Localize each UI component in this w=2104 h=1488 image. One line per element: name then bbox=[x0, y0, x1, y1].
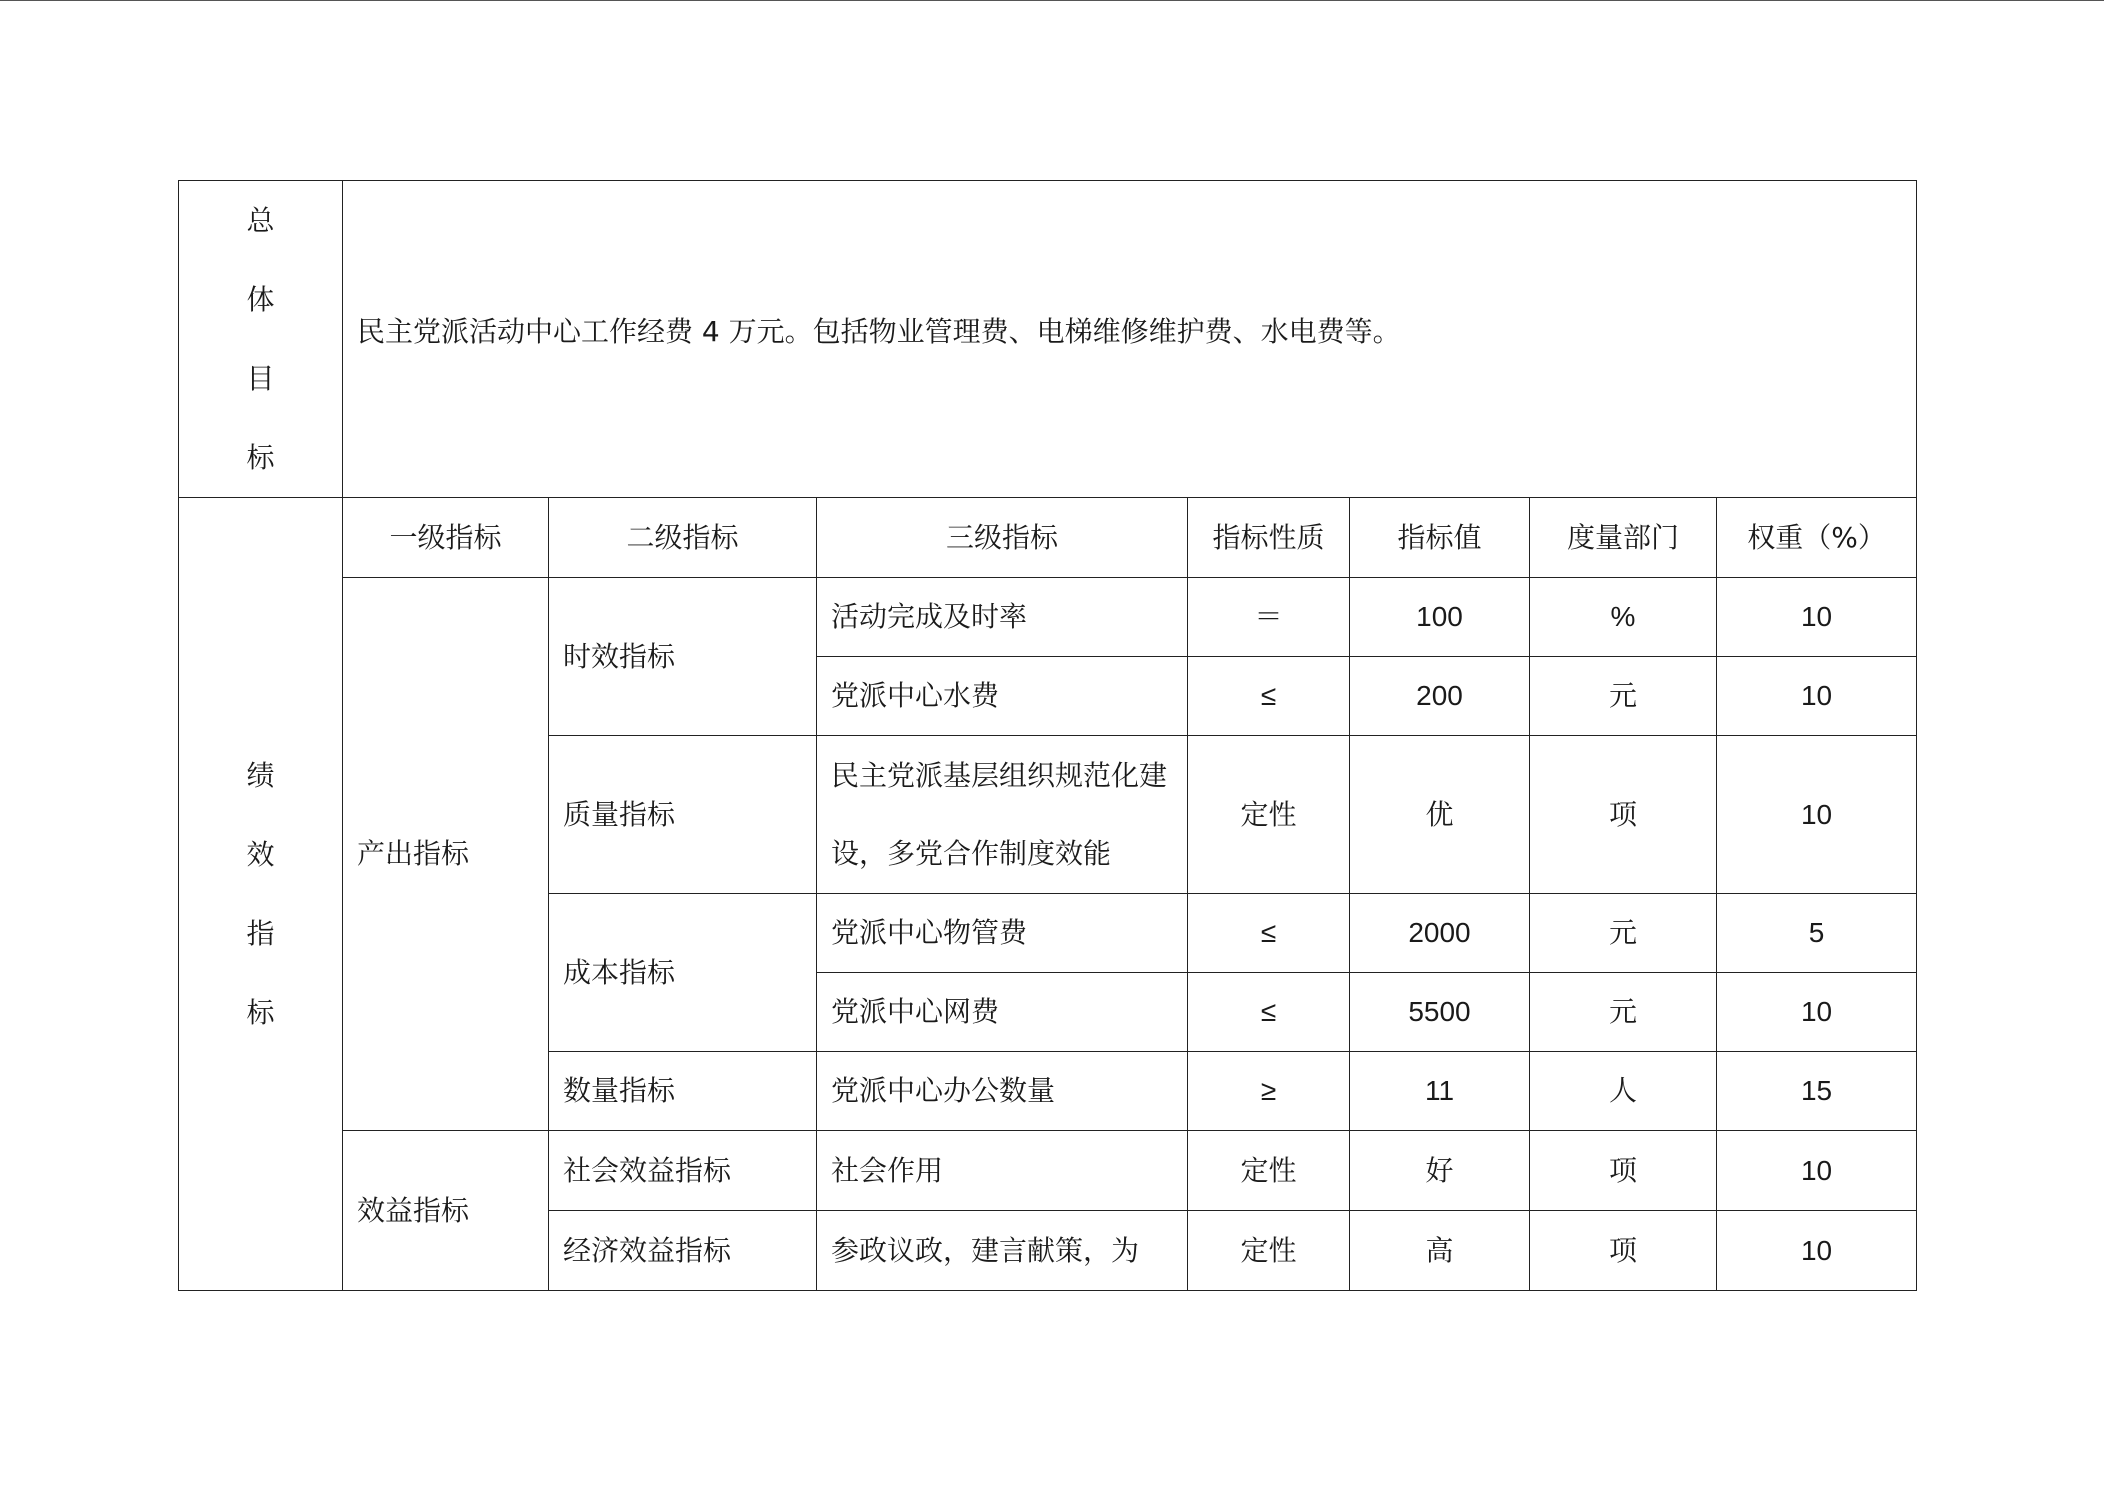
nature-cell: ≤ bbox=[1188, 657, 1350, 736]
unit-cell: 项 bbox=[1530, 1211, 1717, 1291]
performance-target-sheet bbox=[178, 180, 1916, 1287]
label-char: 标 bbox=[246, 441, 275, 474]
value-cell: 100 bbox=[1350, 578, 1530, 657]
value-cell: 5500 bbox=[1350, 973, 1530, 1052]
level2-economic: 经济效益指标 bbox=[549, 1211, 817, 1291]
label-char: 总 bbox=[246, 204, 275, 237]
level3-cell: 党派中心水费 bbox=[817, 657, 1188, 736]
value-cell: 2000 bbox=[1350, 894, 1530, 973]
unit-cell: 项 bbox=[1530, 736, 1717, 894]
level2-social: 社会效益指标 bbox=[549, 1131, 817, 1211]
table-row bbox=[179, 1131, 1917, 1211]
level2-cost: 成本指标 bbox=[549, 894, 817, 1052]
label-char: 标 bbox=[246, 996, 275, 1029]
overall-goal-text: 民主党派活动中心工作经费 4 万元。包括物业管理费、电梯维修维护费、水电费等。 bbox=[343, 181, 1917, 498]
level3-cell: 党派中心办公数量 bbox=[817, 1052, 1188, 1131]
overall-goal-label bbox=[179, 181, 343, 498]
level1-output: 产出指标 bbox=[343, 578, 549, 1131]
level3-cell: 党派中心网费 bbox=[817, 973, 1188, 1052]
header-value: 指标值 bbox=[1350, 498, 1530, 578]
unit-cell: 元 bbox=[1530, 894, 1717, 973]
performance-label bbox=[179, 498, 343, 1291]
weight-cell: 10 bbox=[1717, 578, 1917, 657]
level3-cell: 党派中心物管费 bbox=[817, 894, 1188, 973]
overall-goal-row bbox=[179, 181, 1917, 498]
unit-cell: 元 bbox=[1530, 973, 1717, 1052]
unit-cell: % bbox=[1530, 578, 1717, 657]
value-cell: 11 bbox=[1350, 1052, 1530, 1131]
header-level3: 三级指标 bbox=[817, 498, 1188, 578]
level2-quality: 质量指标 bbox=[549, 736, 817, 894]
label-char: 指 bbox=[246, 917, 275, 950]
performance-table bbox=[178, 180, 1917, 1291]
nature-cell: ≤ bbox=[1188, 973, 1350, 1052]
weight-cell: 10 bbox=[1717, 1211, 1917, 1291]
nature-cell: 定性 bbox=[1188, 1211, 1350, 1291]
label-char: 目 bbox=[246, 362, 275, 395]
unit-cell: 人 bbox=[1530, 1052, 1717, 1131]
header-row bbox=[179, 498, 1917, 578]
weight-cell: 5 bbox=[1717, 894, 1917, 973]
header-unit: 度量部门 bbox=[1530, 498, 1717, 578]
label-char: 效 bbox=[246, 838, 275, 871]
value-cell: 200 bbox=[1350, 657, 1530, 736]
level3-cell: 社会作用 bbox=[817, 1131, 1188, 1211]
weight-cell: 10 bbox=[1717, 973, 1917, 1052]
table-row bbox=[179, 578, 1917, 657]
level1-benefit: 效益指标 bbox=[343, 1131, 549, 1291]
header-nature: 指标性质 bbox=[1188, 498, 1350, 578]
nature-cell: ≤ bbox=[1188, 894, 1350, 973]
level2-timeliness: 时效指标 bbox=[549, 578, 817, 736]
nature-cell: 定性 bbox=[1188, 736, 1350, 894]
nature-cell: 定性 bbox=[1188, 1131, 1350, 1211]
label-char: 绩 bbox=[246, 759, 275, 792]
header-level1: 一级指标 bbox=[343, 498, 549, 578]
weight-cell: 15 bbox=[1717, 1052, 1917, 1131]
level3-cell: 民主党派基层组织规范化建设，多党合作制度效能 bbox=[817, 736, 1188, 894]
unit-cell: 元 bbox=[1530, 657, 1717, 736]
header-level2: 二级指标 bbox=[549, 498, 817, 578]
value-cell: 好 bbox=[1350, 1131, 1530, 1211]
weight-cell: 10 bbox=[1717, 657, 1917, 736]
label-char: 体 bbox=[246, 283, 275, 316]
weight-cell: 10 bbox=[1717, 1131, 1917, 1211]
value-cell: 优 bbox=[1350, 736, 1530, 894]
level3-cell: 活动完成及时率 bbox=[817, 578, 1188, 657]
weight-cell: 10 bbox=[1717, 736, 1917, 894]
nature-cell: ＝ bbox=[1188, 578, 1350, 657]
level3-cell: 参政议政，建言献策，为 bbox=[817, 1211, 1188, 1291]
unit-cell: 项 bbox=[1530, 1131, 1717, 1211]
value-cell: 高 bbox=[1350, 1211, 1530, 1291]
nature-cell: ≥ bbox=[1188, 1052, 1350, 1131]
level2-quantity: 数量指标 bbox=[549, 1052, 817, 1131]
header-weight: 权重（%） bbox=[1717, 498, 1917, 578]
page-top-border bbox=[0, 0, 2104, 1]
